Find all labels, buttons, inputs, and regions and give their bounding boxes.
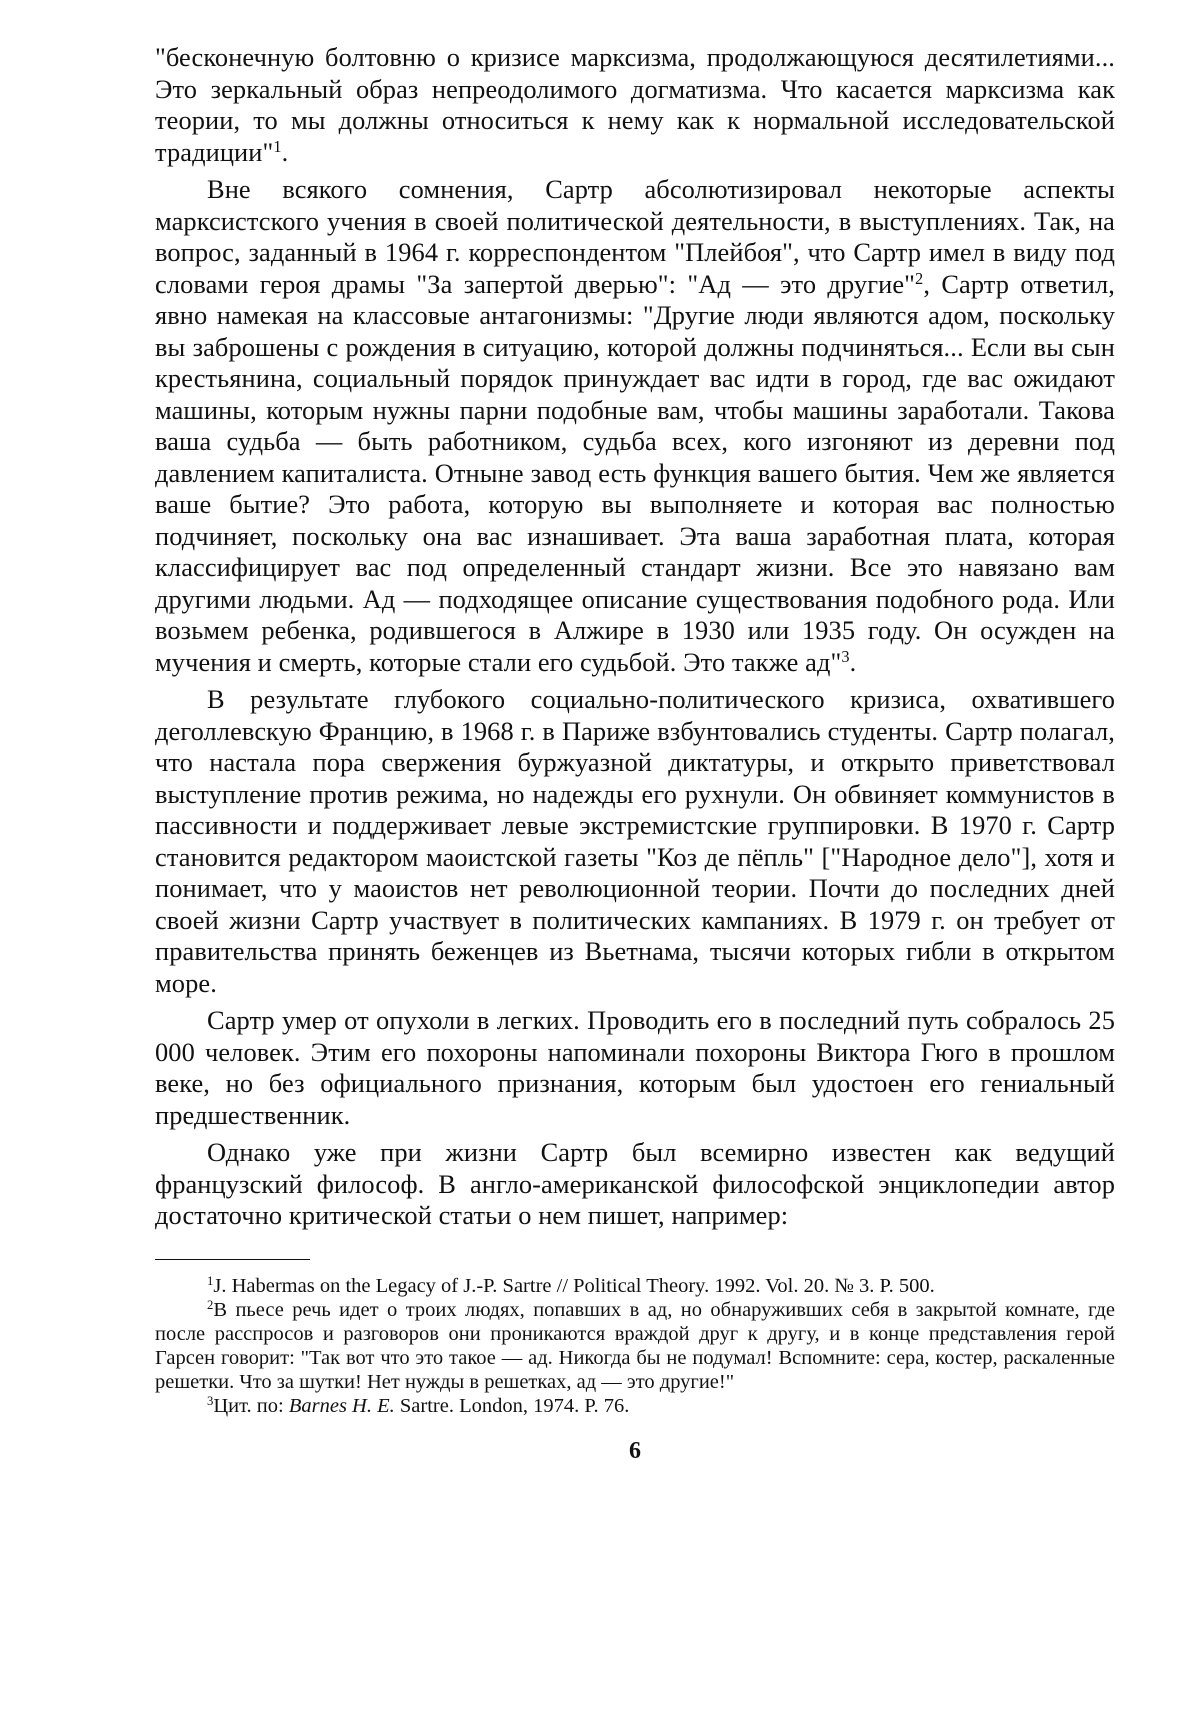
footnote-ref: 1 [273,136,282,156]
footnote-text: В пьесе речь идет о троих людях, попавших в ад, но обнаруживших себя в закрытой комнате, где после расспросов и разговоров они проникаются враждой друг к другу, и в конце представления герой Гарсен говорит: "Так вот что это такое — ад. Никогда бы не подумал! Вспомните: сера, костер, раскаленные решетки. Что за шутки! Нет нужды в решетках, ад — это другие!" [155,1298,1115,1393]
footnote-mark: 2 [207,1297,214,1312]
footnote-3 [155,1394,1115,1418]
footnote-ref: 2 [915,268,924,288]
paragraph-text: , Сартр ответил, явно намекая на классовые антагонизмы: "Другие люди являются адом, поскольку вы заброшены с рождения в ситуацию, которой должны подчиняться... Если вы сын крестьянина, социальный порядок принуждает вас идти в город, где вас ожидают машины, которым нужны парни подобные вам, чтобы машины заработали. Такова ваша судьба — быть работником, судьба всех, кого изгоняют из деревни под давлением капиталиста. Отныне завод есть функция вашего бытия. Чем же является ваше бытие? Это работа, которую вы выполняете и которая вас полностью подчиняет, поскольку она вас изнашивает. Эта ваша заработная плата, которая классифицирует вас под определенный стандарт жизни. Все это навязано вам другими людьми. Ад — подходящее описание существования подобного рода. Или возьмем ребенка, родившегося в Алжире в 1930 или 1935 году. Он осужден на мучения и смерть, которые стали его судьбой. Это также ад" [155,268,1116,677]
paragraph-text: Вне всякого сомнения, Сартр абсолютизировал некоторые аспекты марксистского учения в своей политической деятельности, в выступлениях. Так, на вопрос, заданный в 1964 г. корреспондентом "Плейбоя", что Сартр имел в виду под словами героя драмы "За запертой дверью": "Ад — это другие" [155,174,1115,299]
paragraph-3: В результате глубокого социально-политического кризиса, охватившего деголлевскую Францию, в 1968 г. в Париже взбунтовались студенты. Сартр полагал, что настала пора свержения буржуазной диктатуры, и открыто приветствовал выступление против режима, но надежды его рухнули. Он обвиняет коммунистов в пассивности и поддерживает левые экстремистские группировки. В 1970 г. Сартр становится редактором маоистской газеты "Коз де пёпль" ["Народное дело"], хотя и понимает, что у маоистов нет революционной теории. Почти до последних дней своей жизни Сартр участвует в политических кампаниях. В 1979 г. он требует от правительства принять беженцев из Вьетнама, тысячи которых гибли в открытом море. [155,684,1115,998]
footnote-2 [155,1298,1115,1394]
page-number: 6 [629,1437,641,1464]
paragraph-4: Сартр умер от опухоли в легких. Проводить его в последний путь собралось 25 000 человек. Этим его похороны напоминали похороны Виктора Гюго в прошлом веке, но без официального признания, которым был удостоен его гениальный предшественник. [155,1005,1115,1130]
footnote-ref: 3 [841,646,850,666]
punctuation: . [281,136,289,167]
footnote-mark: 1 [207,1273,214,1288]
main-text [155,42,1115,1232]
footnote-prefix: Цит. по: [213,1394,289,1417]
footnote-author: Barnes H. E. [288,1394,395,1417]
footnotes [155,1274,1115,1418]
paragraph-1 [155,42,1115,168]
paragraph-5: Однако уже при жизни Сартр был всемирно известен как ведущий французский философ. В англо-американской философской энциклопедии автор достаточно критической статьи о нем пишет, например: [155,1137,1115,1230]
punctuation: . [849,646,857,677]
footnote-mark: 3 [207,1393,214,1408]
footnote-divider [155,1259,310,1260]
footnote-text: J. Habermas on the Legacy of J.-P. Sartre // Political Theory. 1992. Vol. 20. № 3. P. 500. [213,1274,935,1297]
footnote-1 [155,1274,1115,1298]
paragraph-text: "бесконечную болтовню о кризисе марксизма, продолжающуюся десятилетиями... Это зеркальный образ непреодолимого догматизма. Что касается марксизма как теории, то мы должны относиться к нему как к нормальной исследовательской традиции" [155,42,1115,167]
paragraph-2 [155,174,1115,678]
footnote-text: Sartre. London, 1974. P. 76. [394,1394,630,1417]
book-page [155,42,1115,1465]
